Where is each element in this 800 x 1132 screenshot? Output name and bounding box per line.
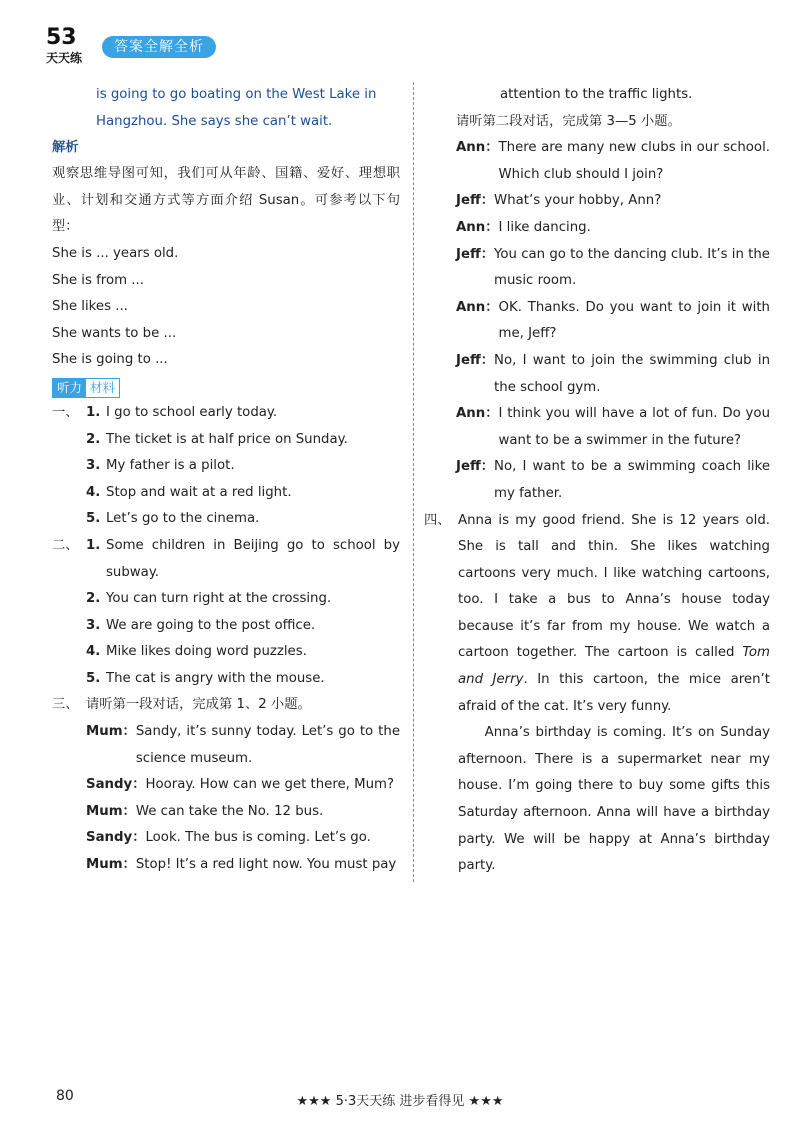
analysis-label: 解析	[52, 140, 79, 156]
dialog-line	[52, 825, 400, 852]
pattern-line: She likes ...	[52, 299, 128, 315]
dialog-line	[52, 719, 400, 772]
tag-listening: 听力	[53, 379, 86, 397]
list-item	[52, 506, 400, 533]
pattern-line: She wants to be ...	[52, 325, 177, 341]
item-number: 2.	[86, 431, 101, 447]
item-number: 4.	[86, 484, 101, 500]
continuation-line: attention to the traffic lights.	[500, 87, 693, 102]
item-text: We are going to the post office.	[106, 617, 316, 633]
speaker: Sandy：	[86, 830, 146, 846]
list-item	[52, 666, 400, 693]
utterance: Sandy, it’s sunny today. Let’s go to the science museum.	[135, 724, 400, 766]
speaker: Jeff：	[456, 193, 495, 209]
passage-text: Anna is my good friend. She is 12 years old. She is tall and thin. She likes watching cartoons very much. I like watching cartoons, too. I take a bus to Anna’s house today because it’s far from my house. We watch a cartoon together. The cartoon is called	[458, 512, 770, 661]
list-item	[52, 453, 400, 480]
item-text: Stop and wait at a red light.	[106, 484, 292, 500]
utterance: We can take the No. 12 bus.	[135, 803, 324, 819]
item-text: Some children in Beijing go to school by subway.	[106, 537, 400, 580]
listening-material-tag	[52, 378, 120, 398]
speaker: Ann：	[456, 140, 499, 156]
utterance: Look. The bus is coming. Let’s go.	[145, 830, 371, 846]
speaker: Jeff：	[456, 352, 495, 368]
list-item	[52, 427, 400, 454]
dialog-line	[52, 799, 400, 826]
utterance: OK. Thanks. Do you want to join it with me, Jeff?	[498, 299, 770, 342]
footer-slogan: ★★★ 5·3天天练 进步看得见 ★★★	[296, 1094, 504, 1109]
answer-analysis-badge: 答案全解全析	[102, 36, 216, 58]
tag-material: 材料	[90, 379, 116, 395]
dialog-line	[424, 348, 770, 401]
utterance: I think you will have a lot of fun. Do you want to be a swimmer in the future?	[498, 406, 770, 448]
second-dialog-title: 请听第二段对话，完成第 3—5 小题。	[456, 113, 681, 129]
svg-text:53: 53	[46, 25, 77, 50]
item-text: Mike likes doing word puzzles.	[106, 644, 307, 660]
item-text: The cat is angry with the mouse.	[106, 670, 325, 686]
dialog-line	[52, 852, 400, 879]
brand-logo	[44, 22, 102, 66]
dialog-line	[424, 454, 770, 507]
item-number: 5.	[86, 670, 101, 686]
section-label: 四、	[424, 512, 451, 528]
speaker: Ann：	[456, 299, 499, 315]
item-number: 2.	[86, 591, 101, 607]
list-item	[52, 639, 400, 666]
dialog-line	[424, 135, 770, 188]
cartoon-title: Tom and Jerry	[458, 645, 770, 688]
item-number: 1.	[86, 404, 101, 420]
section-label: 二、	[52, 537, 79, 553]
speaker: Ann：	[456, 406, 499, 422]
pattern-line: She is going to ...	[52, 352, 168, 368]
dialog-line	[424, 242, 770, 295]
svg-text:天天练: 天天练	[46, 51, 83, 65]
dialog-line	[424, 188, 770, 215]
passage-paragraph-2-wrap	[424, 720, 770, 880]
section-label: 一、	[52, 404, 79, 420]
right-column	[424, 82, 770, 880]
page-number: 80	[56, 1088, 74, 1104]
passage-paragraph-2: Anna’s birthday is coming. It’s on Sunday afternoon. There is a supermarket near my house. I’m going there to buy some gifts this Saturday afternoon. Anna will have a birthday party. We will be happy at Anna’s birthday party.	[458, 725, 770, 874]
dialog-line	[52, 772, 400, 799]
speaker: Jeff：	[456, 246, 495, 262]
utterance: Stop! It’s a red light now. You must pay	[135, 857, 397, 873]
utterance: You can go to the dancing club. It’s in the music room.	[494, 246, 770, 289]
item-number: 1.	[86, 537, 101, 553]
dialog-line	[424, 401, 770, 454]
section-title: 请听第一段对话，完成第 1、2 小题。	[86, 697, 311, 713]
list-item	[52, 533, 400, 586]
item-text: I go to school early today.	[106, 404, 278, 420]
item-number: 5.	[86, 511, 101, 527]
section-heading	[52, 692, 400, 719]
intro-line-2: Hangzhou. She says she can’t wait.	[96, 113, 333, 129]
list-item	[52, 613, 400, 640]
left-column	[52, 82, 400, 879]
utterance: No, I want to be a swimming coach like my father.	[494, 459, 770, 501]
dialog-line	[424, 215, 770, 242]
item-text: Let’s go to the cinema.	[106, 511, 260, 527]
utterance: What’s your hobby, Ann?	[494, 193, 662, 209]
utterance: There are many new clubs in our school. Which club should I join?	[498, 140, 770, 182]
pattern-line: She is from ...	[52, 272, 144, 288]
utterance: No, I want to join the swimming club in the school gym.	[494, 352, 770, 395]
speaker: Mum：	[86, 857, 136, 873]
analysis-text: 观察思维导图可知，我们可从年龄、国籍、爱好、理想职业、计划和交通方式等方面介绍 Susan。可参考以下句型：	[52, 166, 400, 235]
utterance: Hooray. How can we get there, Mum?	[145, 777, 395, 793]
utterance: I like dancing.	[498, 219, 591, 235]
item-number: 3.	[86, 458, 101, 474]
item-text: My father is a pilot.	[106, 458, 235, 474]
speaker: Ann：	[456, 219, 499, 235]
list-item	[52, 586, 400, 613]
section-label: 三、	[52, 697, 79, 713]
dialog-line	[424, 295, 770, 348]
item-text: The ticket is at half price on Sunday.	[106, 431, 348, 447]
list-item	[52, 480, 400, 507]
speaker: Mum：	[86, 803, 136, 819]
column-divider	[413, 82, 414, 882]
list-item	[52, 400, 400, 427]
pattern-line: She is ... years old.	[52, 245, 179, 261]
item-number: 4.	[86, 644, 101, 660]
speaker: Mum：	[86, 724, 136, 740]
item-text: You can turn right at the crossing.	[106, 591, 332, 607]
item-number: 3.	[86, 617, 101, 633]
section-four	[424, 508, 770, 721]
speaker: Sandy：	[86, 777, 146, 793]
passage-text: . In this cartoon, the mice aren’t afraid of the cat. It’s very funny.	[458, 672, 770, 714]
speaker: Jeff：	[456, 459, 495, 475]
passage-paragraph-1	[458, 508, 770, 721]
intro-line-1: is going to go boating on the West Lake in	[96, 87, 377, 102]
